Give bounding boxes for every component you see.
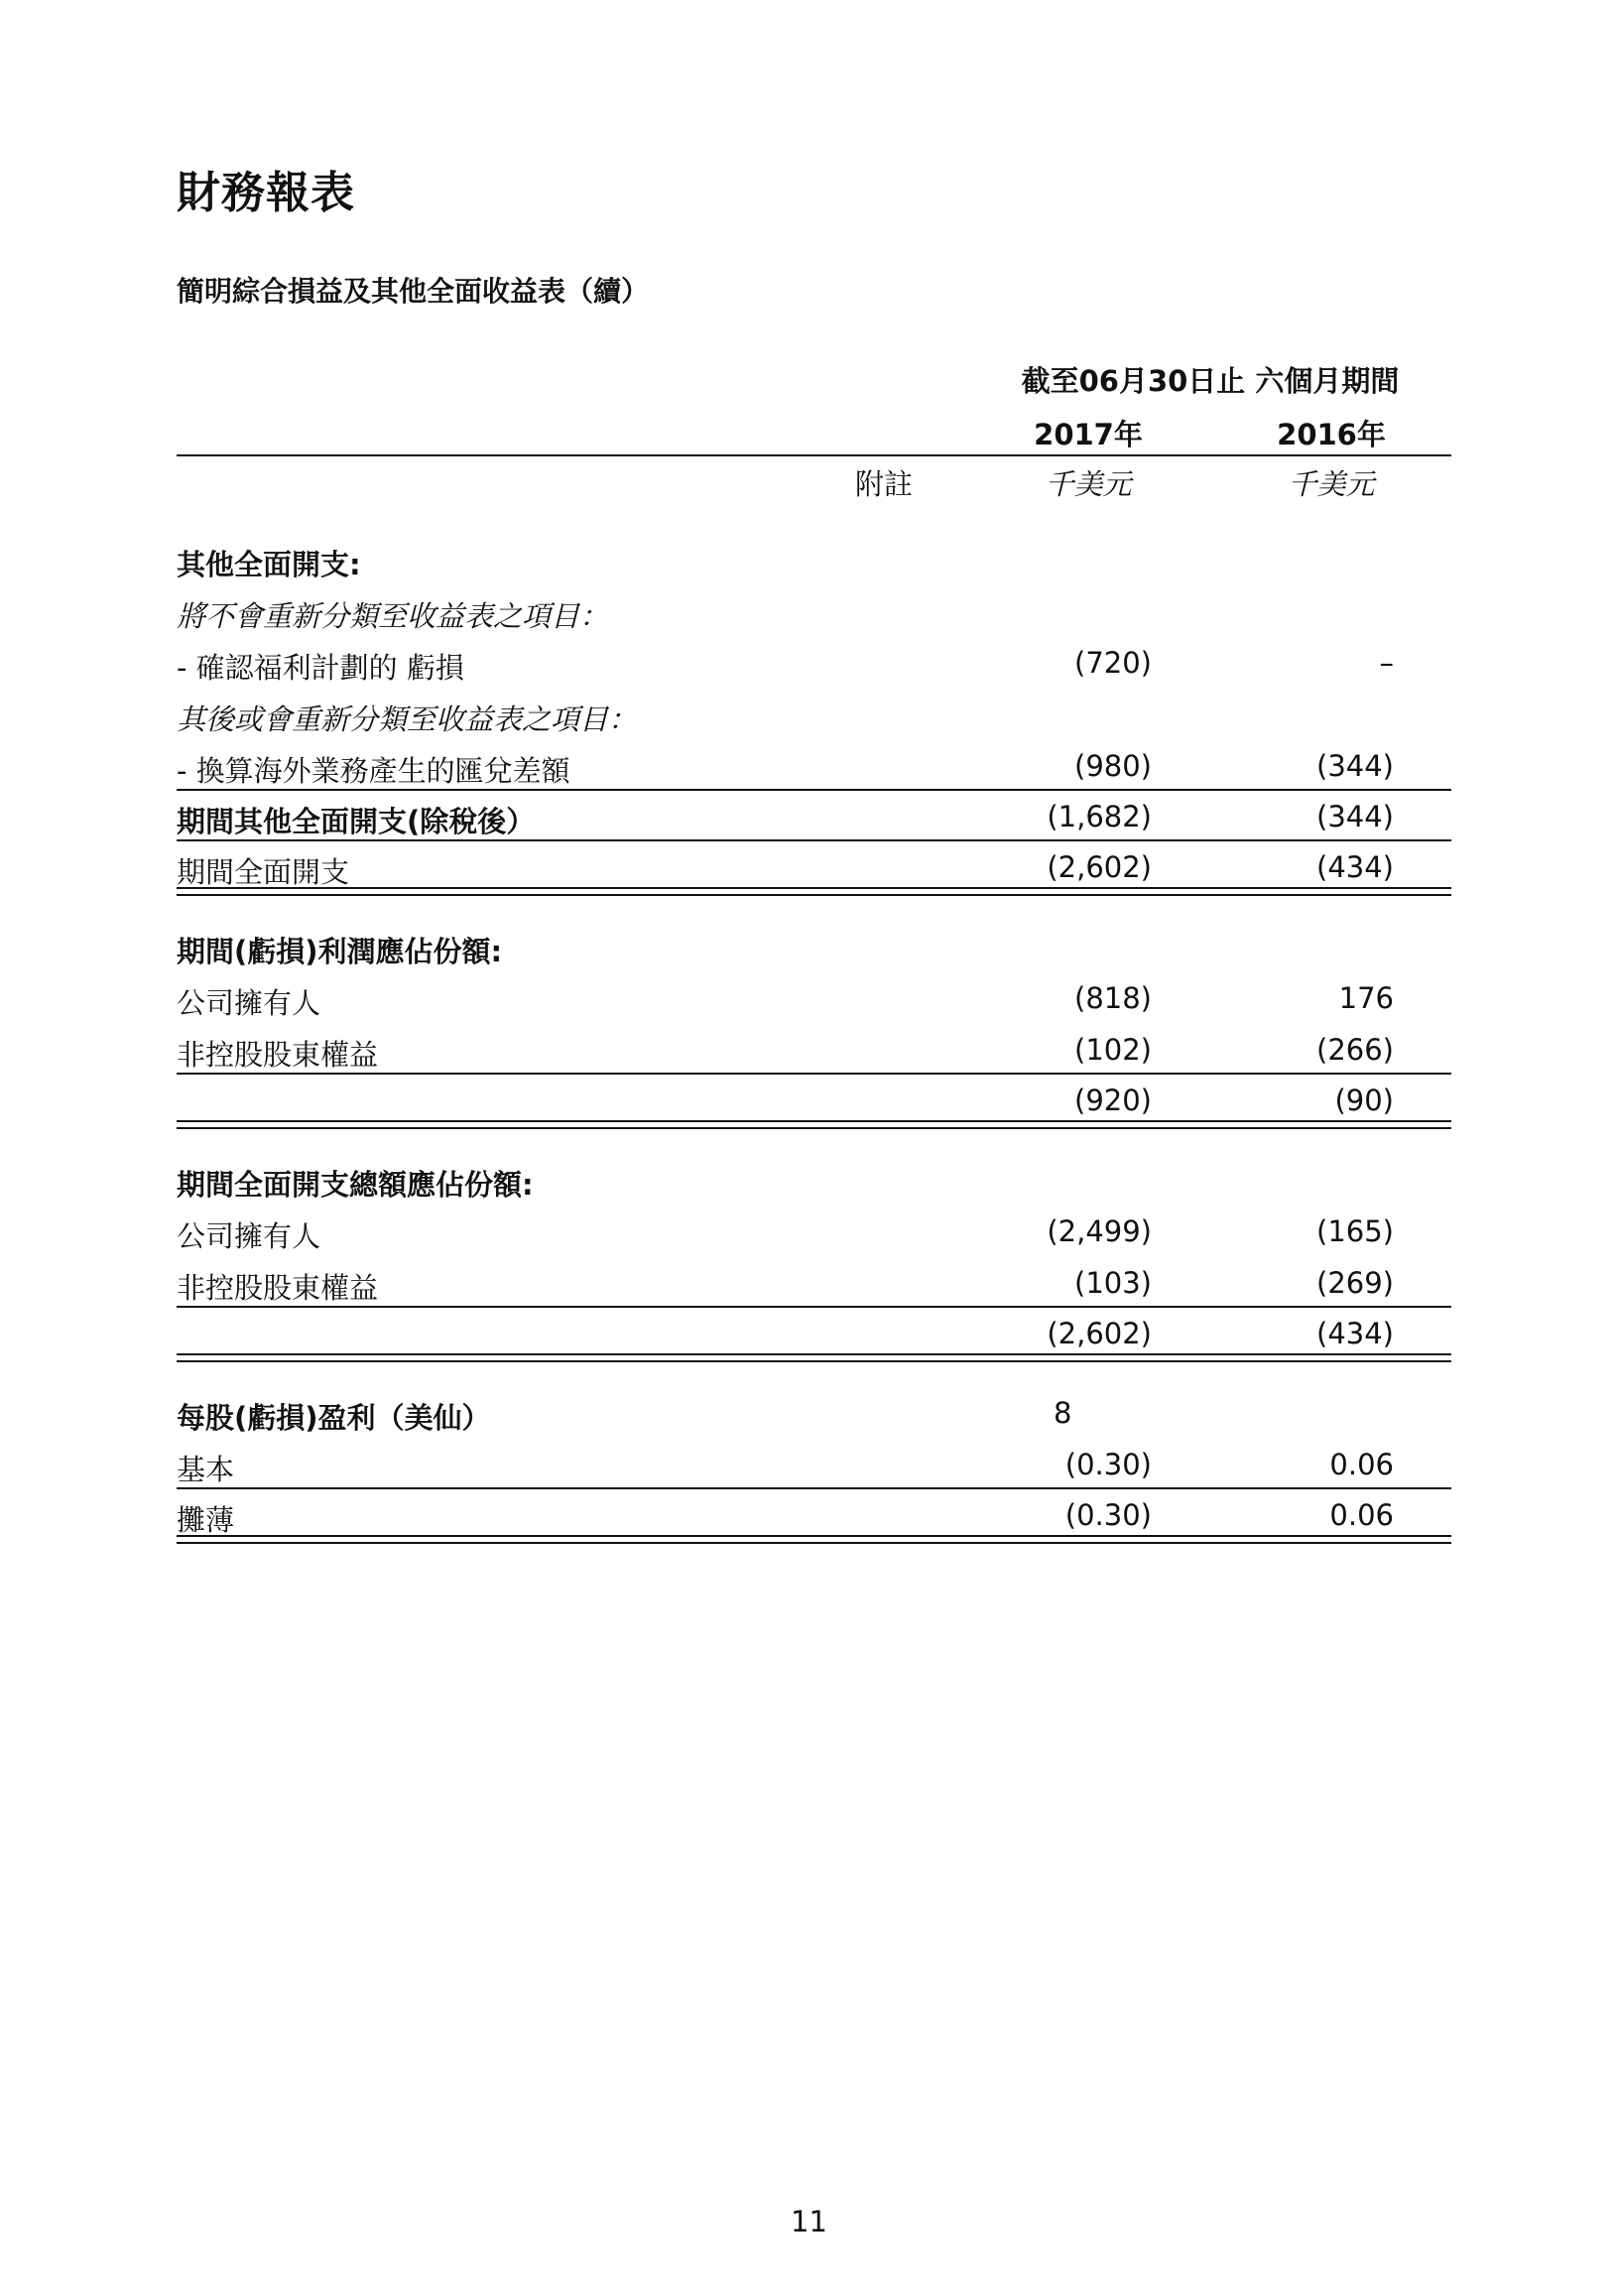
row-label: 每股(虧損)盈利（美仙） <box>177 1401 491 1435</box>
value-2017: (2,602) <box>1047 1317 1152 1350</box>
table-row <box>177 689 1451 738</box>
table-row <box>177 1308 1451 1357</box>
note-ref: 8 <box>1054 1396 1072 1430</box>
value-2016: 0.06 <box>1329 1498 1394 1532</box>
year-2016-header: 2016年 <box>1277 418 1386 451</box>
row-label: 期間(虧損)利潤應佔份額: <box>177 935 503 968</box>
total-double-rule <box>177 887 1451 896</box>
table-row <box>177 1489 1451 1539</box>
table-row <box>177 791 1451 840</box>
value-2017: (2,499) <box>1047 1214 1152 1248</box>
value-2016: (344) <box>1316 800 1394 833</box>
value-2017: (1,682) <box>1047 800 1152 833</box>
value-2016: (90) <box>1334 1084 1394 1117</box>
value-2017: (818) <box>1074 981 1152 1015</box>
total-double-rule <box>177 1353 1451 1362</box>
row-label: - 確認福利計劃的 虧損 <box>177 651 464 685</box>
row-label: 攤薄 <box>177 1503 235 1537</box>
table-row <box>177 1387 1451 1437</box>
year-2017-header: 2017年 <box>1034 418 1143 451</box>
value-2016: (165) <box>1316 1214 1394 1248</box>
header-rule <box>177 454 1451 456</box>
value-2017: (920) <box>1074 1084 1152 1117</box>
table-row <box>177 1257 1451 1307</box>
value-2017: (0.30) <box>1064 1448 1152 1481</box>
value-2016: 0.06 <box>1329 1448 1394 1481</box>
value-2016: (266) <box>1316 1033 1394 1067</box>
unit-2017-header: 千美元 <box>1045 467 1132 501</box>
row-label: 期間全面開支總額應佔份額: <box>177 1168 534 1202</box>
page-number: 11 <box>791 2205 827 2238</box>
page-title: 財務報表 <box>177 168 355 218</box>
value-2016: (344) <box>1316 749 1394 783</box>
table-row <box>177 534 1451 583</box>
row-label: 其後或會重新分類至收益表之項目： <box>177 702 638 736</box>
row-label: 其他全面開支: <box>177 548 361 581</box>
table-row <box>177 972 1451 1022</box>
value-2016: (434) <box>1316 850 1394 884</box>
table-row <box>177 637 1451 687</box>
value-2016: 176 <box>1338 981 1394 1015</box>
note-column-header: 附註 <box>855 467 914 501</box>
value-2016: – <box>1379 646 1394 680</box>
value-2017: (2,602) <box>1047 850 1152 884</box>
period-header: 截至06月30日止 六個月期間 <box>1021 364 1400 398</box>
table-row <box>177 841 1451 891</box>
value-2017: (102) <box>1074 1033 1152 1067</box>
value-2017: (720) <box>1074 646 1152 680</box>
table-row <box>177 1075 1451 1124</box>
row-label: - 換算海外業務產生的匯兌差額 <box>177 754 570 788</box>
table-row <box>177 1024 1451 1074</box>
value-2017: (980) <box>1074 749 1152 783</box>
table-row <box>177 585 1451 635</box>
value-2016: (434) <box>1316 1317 1394 1350</box>
row-label: 基本 <box>177 1453 235 1486</box>
value-2016: (269) <box>1316 1266 1394 1300</box>
total-double-rule <box>177 1535 1451 1544</box>
table-row <box>177 1154 1451 1204</box>
statement-subtitle: 簡明綜合損益及其他全面收益表（續） <box>177 275 650 308</box>
total-double-rule <box>177 1120 1451 1129</box>
row-label: 公司擁有人 <box>177 1219 321 1253</box>
row-label: 期間其他全面開支(除稅後） <box>177 805 536 838</box>
row-label: 將不會重新分類至收益表之項目： <box>177 599 609 633</box>
row-label: 期間全面開支 <box>177 855 350 889</box>
row-label: 公司擁有人 <box>177 986 321 1020</box>
table-row <box>177 740 1451 790</box>
row-label: 非控股股東權益 <box>177 1038 379 1072</box>
row-label: 非控股股東權益 <box>177 1271 379 1305</box>
unit-2016-header: 千美元 <box>1288 467 1375 501</box>
table-row <box>177 921 1451 970</box>
table-row <box>177 1439 1451 1488</box>
value-2017: (103) <box>1074 1266 1152 1300</box>
value-2017: (0.30) <box>1064 1498 1152 1532</box>
table-row <box>177 1206 1451 1255</box>
